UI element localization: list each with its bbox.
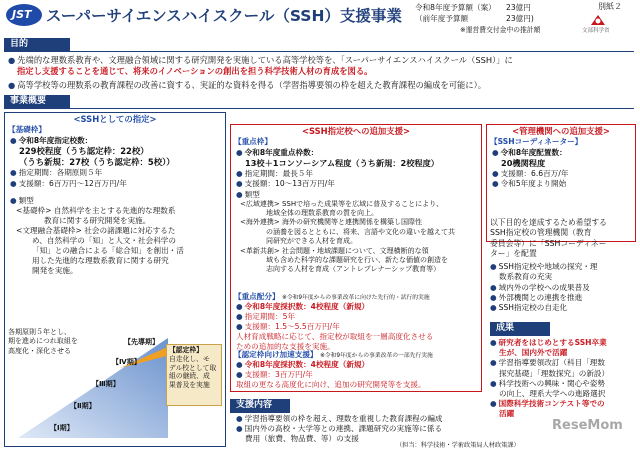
coord-goal-2: 域内外の学校への成果普及 xyxy=(498,282,590,292)
ssh-type-fusion: <文理融合基礎枠> 社会の諸課題に対応するた xyxy=(16,225,176,235)
priority-types: 類型 xyxy=(244,189,260,199)
coord-subtitle: 【SSHコーディネーター】 xyxy=(490,137,583,146)
ssh-type-fusion-2: め、自然科学の「知」と人文・社会科学の xyxy=(32,236,176,245)
stage-2: 【Ⅱ期】 xyxy=(70,402,96,410)
priority-wide-2: 地域全体の理数系教育の質を向上。 xyxy=(266,209,378,218)
result-3b: の向上、理系大学への進路選択 xyxy=(499,388,606,398)
ssh-period: 指定期間：各期原則５年 xyxy=(18,168,103,178)
watermark-logo: ReseMom xyxy=(552,418,623,433)
stage-advanced: 【先導期】 xyxy=(124,338,159,346)
doc-tag: 別紙２ xyxy=(598,2,622,11)
ssh-type-fusion-5: 開発を実施。 xyxy=(32,266,78,276)
overview-underline xyxy=(4,108,634,109)
coord-para xyxy=(490,218,634,260)
ssh-amount: 支援額：6百万円～12百万円/年 xyxy=(18,178,127,188)
ssh-type-fusion-3: 「知」との融合による「総合知」を創出・活 xyxy=(32,246,184,256)
coord-para-4: ター」を配置 xyxy=(490,249,537,259)
stage-note xyxy=(8,328,78,356)
priority-title: 【重点枠】 xyxy=(234,137,272,146)
coord-para-2: SSH指定校の管理機関（教育 xyxy=(490,228,592,238)
result-1b: 生が、国内外で活躍 xyxy=(499,348,568,358)
approval-line-2: デル校として取 xyxy=(169,363,217,372)
ministry-emblem-icon xyxy=(588,13,608,27)
purpose-bullet-2 xyxy=(8,80,486,91)
accel-amount: 支援額：3百万円/年 xyxy=(244,370,313,380)
purpose-text-2: 高等学校等の理数系の教育課程の改善に資する、実証的な資料を得る（学習指導要領の枠を超えた教育課程の編成を可能に）。 xyxy=(17,80,487,90)
purpose-text-1a: 先端的な理数系教育や、文理融合領域に関する研究開発を実施している高等学校等を、「スーパーサイエンスハイスクール（SSH）」に xyxy=(17,55,513,65)
priority-period: 指定期間：最長５年 xyxy=(244,169,313,179)
support-line-1: 学習指導要領の枠を超え、理数を重視した教育課程の編成 xyxy=(244,414,443,423)
budget-previous-value: 23億円) xyxy=(506,14,534,23)
priority-innov: <革新共創> 社会問題・地域課題について、文理横断的な領 xyxy=(240,246,429,255)
accel-header xyxy=(234,350,433,361)
coord-amount: 支援額：6.6百万/年 xyxy=(500,169,569,179)
budget-note: ※運営費交付金中の推計額 xyxy=(460,26,541,34)
extra-box-title: <SSH指定校への追加支援> xyxy=(301,126,411,136)
accel-note: ※令和9年度からの事業改革の一部先行実施 xyxy=(319,353,433,359)
ssh-box-lines xyxy=(10,136,224,276)
coord-goal-4: SSH指定校の自走化 xyxy=(498,303,568,313)
ssh-type-basic: <基礎枠> 自然科学を主とする先進的な理数系 xyxy=(16,205,176,215)
coord-goal-3: 外部機関との連携を推進 xyxy=(498,292,583,302)
enhance-count: 令和8年度採択数：4校程度（新規） xyxy=(244,302,370,311)
purpose-text-1b: 指定し支援することを通じて、将来のイノベーションの創出を担う科学技術人材の育成を図る。 xyxy=(17,66,373,77)
jst-logo xyxy=(6,4,42,26)
coord-box-title: <管理機関への追加支援> xyxy=(512,126,610,136)
stage-note-2: 期を進めにつれ取組を xyxy=(8,337,78,346)
enhance-lines xyxy=(236,302,480,352)
priority-count-value: 13校＋1コンソーシアム程度（うち新規：2校程度） xyxy=(245,158,439,169)
accel-lines xyxy=(236,360,480,390)
enhance-amount: 支援額：1.5～5.5百万円/年 xyxy=(244,322,340,332)
enhance-desc-2: ための追加的な支援を実施。 xyxy=(236,342,335,352)
page-title: スーパーサイエンスハイスクール（SSH）支援事業 xyxy=(46,7,402,25)
support-footer: （担当：科学技術・学術政策局人材政策課） xyxy=(396,442,520,449)
results-lines xyxy=(490,338,636,419)
accel-title: 【認定枠向け加速支援】 xyxy=(234,350,318,359)
support-line-2: 国内外の高校・大学等との連携、課題研究の実施等に係る xyxy=(244,423,443,433)
coord-para-1: 以下目的を達成するため希望する xyxy=(490,218,607,227)
budget-previous: （前年度予算額 xyxy=(415,14,469,23)
ssh-type-fusion-4: 用した先進的な理数系教育に関する研究 xyxy=(32,256,169,266)
priority-innov-3: 志向する人材を育成（アントレプレナーシップ教育等） xyxy=(266,265,441,274)
coord-goals xyxy=(490,262,634,314)
ssh-box-title: <SSHとしての指定> xyxy=(73,114,157,124)
result-2: 学習指導要領改訂（科目「理数 xyxy=(498,358,605,368)
enhance-desc-1: 人材育成戦略に応じて、指定校が取組を一層高度化させる xyxy=(236,332,434,342)
coord-start: 令和5年度より開始 xyxy=(500,179,567,189)
approval-line-1: 自走化し、モ xyxy=(169,354,210,363)
priority-overseas: <海外連携> 海外の研究機関等と連携関係を構築し国際性 xyxy=(240,218,422,227)
jst-logo-text: JST xyxy=(12,8,32,21)
ssh-count-new: （うち新規：27校（うち認定枠：5校）） xyxy=(19,157,175,168)
priority-count-label: 令和8年度重点枠数： xyxy=(244,148,319,157)
support-lines xyxy=(236,414,480,444)
result-4b: 活躍 xyxy=(499,409,515,419)
ssh-count-value: 229校程度（うち認定枠：22校） xyxy=(19,146,149,157)
purpose-heading: 目的 xyxy=(4,38,70,52)
approval-line-4: 果普及を実施 xyxy=(169,381,210,390)
result-3: 科学技術への興味・関心や姿勢 xyxy=(498,378,605,388)
accel-desc: 取組の更なる高度化に向け、追加の研究開発等を支援。 xyxy=(236,380,426,390)
budget-label: 令和8年度予算額（案） xyxy=(415,3,496,12)
approval-box xyxy=(166,344,222,406)
stage-note-1: 各期原則５年とし、 xyxy=(8,328,71,336)
enhance-header xyxy=(234,292,430,303)
result-2b: 探究基礎」「理数探究」の新設） xyxy=(499,368,610,378)
ministry-caption: 文部科学省 xyxy=(582,28,610,34)
support-line-3: 費用（旅費、物品費、等）の支援 xyxy=(245,433,359,443)
stage-3: 【Ⅲ期】 xyxy=(92,380,120,388)
priority-lines xyxy=(236,148,480,275)
results-heading: 成果 xyxy=(490,322,550,336)
approval-title: 【認定枠】 xyxy=(169,346,203,354)
budget-request-value: 23億円 xyxy=(506,3,531,12)
coord-lines xyxy=(492,148,634,190)
priority-innov-2: 域も含めた科学的な課題研究を行い、新たな価値の創造を xyxy=(266,255,448,264)
coord-count-label: 令和8年度配置数： xyxy=(500,148,567,157)
coord-para-3: 委員会等）に「SSHコーディネー xyxy=(490,238,607,248)
coord-count-value: 20機関程度 xyxy=(501,158,546,169)
result-1: 研究者をはじめとするSSH卒業 xyxy=(498,338,607,347)
ssh-box-subtitle: 【基礎枠】 xyxy=(8,125,46,134)
coord-goal-1b: 数系教育の充実 xyxy=(499,272,553,282)
ssh-type-basic-2: 教育に関する研究開発を実施。 xyxy=(44,215,151,225)
stage-note-3: 高度化・深化させる xyxy=(8,346,71,355)
ssh-count-label: 令和8年度指定校数： xyxy=(18,136,93,145)
priority-overseas-2: の涵養を図るとともに、将来、言語や文化の違いを越えて共 xyxy=(266,227,455,236)
accel-count: 令和8年度採択数：4校程度（新規） xyxy=(244,360,370,369)
overview-heading: 事業概要 xyxy=(4,95,70,109)
purpose-underline xyxy=(4,51,634,52)
priority-overseas-3: 同研究ができる人材を育成。 xyxy=(266,237,357,246)
purpose-bullet-1 xyxy=(8,55,634,78)
approval-line-3: 組の継続、成 xyxy=(169,372,210,381)
enhance-period: 指定期間：5年 xyxy=(244,312,296,322)
ssh-types: 類型 xyxy=(18,195,34,205)
budget-request xyxy=(415,3,496,13)
priority-amount: 支援額：10～13百万円/年 xyxy=(244,179,335,189)
result-4: 国際科学技術コンテスト等での xyxy=(498,399,605,409)
priority-wide: <広域連携> SSHで培った成果等を広域に普及することにより、 xyxy=(240,199,444,208)
coord-goal-1: SSH指定校や地域の探究・理 xyxy=(498,262,598,271)
stage-1: 【Ⅰ期】 xyxy=(50,424,74,432)
support-heading: 支援内容 xyxy=(230,399,290,413)
stage-4: 【Ⅳ期】 xyxy=(112,358,141,366)
enhance-note: ※令和9年度からの事業改革に向けた先行的・試行的実施 xyxy=(281,295,430,301)
enhance-title: 【重点配分】 xyxy=(234,292,280,301)
